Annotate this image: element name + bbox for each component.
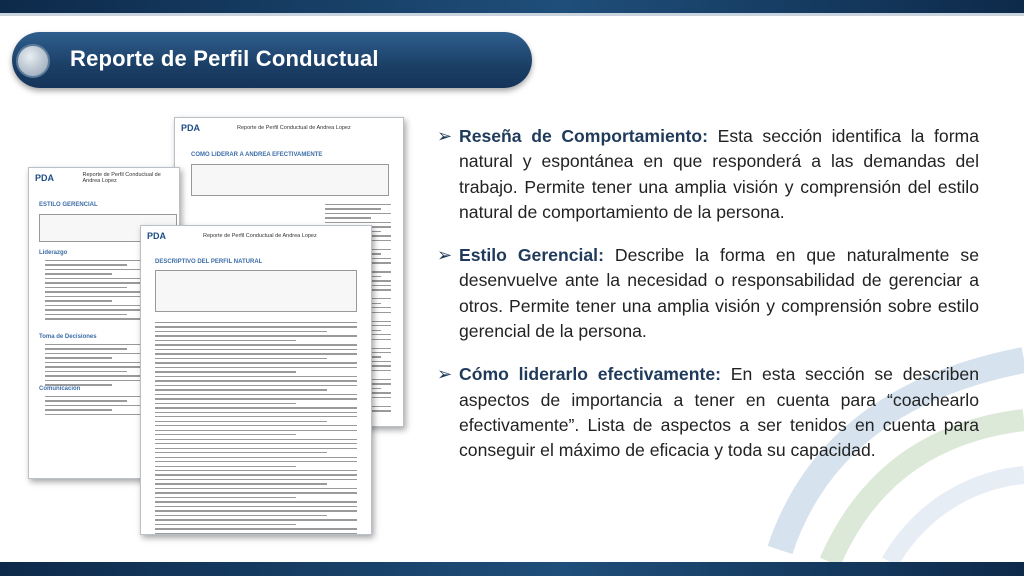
list-item-text [459, 243, 979, 344]
top-decorative-bar [0, 0, 1024, 16]
pda-logo: PDA [35, 173, 55, 183]
document-subsection-title: Comunicación [39, 386, 81, 392]
document-text-lines [45, 396, 141, 418]
pda-logo: PDA [147, 231, 167, 241]
document-section-title: COMO LIDERAR A ANDREA EFECTIVAMENTE [191, 152, 323, 158]
document-text-lines [45, 344, 141, 389]
list-item-description: Esta sección identifica la forma natural y espontánea en que responderá a las demandas del trabajo. Permite tener una amplia visión y comprensión del estilo natural de comportamiento de la persona. [459, 126, 979, 222]
document-header-title: Reporte de Perfil Conductual de Andrea Lopez [237, 125, 351, 131]
slide-title: Reporte de Perfil Conductual [70, 46, 379, 71]
list-item-text [459, 124, 979, 225]
document-callout-box [155, 270, 357, 312]
bottom-decorative-bar [0, 562, 1024, 576]
list-item-label: Reseña de Comportamiento: [459, 126, 708, 146]
list-item-label: Estilo Gerencial: [459, 245, 604, 266]
document-header-title: Reporte de Perfil Conductual de Andrea Lopez [203, 233, 317, 239]
document-section-title: ESTILO GERENCIAL [39, 202, 98, 208]
pda-logo: PDA [181, 123, 201, 133]
arrow-bullet-icon: ➢ [437, 245, 453, 266]
list-item-description: Describe la forma en que naturalmente se desenvuelve ante la necesidad o responsabilidad de gerenciar a otros. Permite tener una amplia visión y comprensión sobre estilo gerencial de la persona. [459, 245, 980, 342]
list-item [437, 362, 979, 463]
document-callout-box [191, 164, 389, 196]
document-subsection-title: Liderazgo [39, 250, 68, 256]
arrow-bullet-icon: ➢ [437, 126, 453, 146]
document-section-title: DESCRIPTIVO DEL PERFIL NATURAL [155, 259, 263, 265]
list-item-text [459, 362, 979, 463]
arrow-bullet-icon: ➢ [437, 364, 453, 385]
document-text-lines [45, 260, 141, 323]
title-bullet-circle [16, 44, 50, 78]
bullet-list [437, 124, 979, 482]
list-item [437, 124, 979, 225]
list-item-description: En esta sección se describen aspectos de importancia a tener en cuenta para “coachearlo efectivamente”. Lista de aspectos a ser tenidos en cuenta para conseguir el máximo de eficacia y toda su capacidad. [459, 364, 979, 461]
list-item [437, 243, 979, 344]
list-item-label: Cómo liderarlo efectivamente: [459, 364, 721, 385]
report-thumbnail-natural-profile [140, 225, 372, 535]
document-header-title: Reporte de Perfil Conductual de Andrea Lopez [82, 172, 161, 184]
document-subsection-title: Toma de Decisiones [39, 334, 97, 340]
document-text-lines [155, 322, 357, 535]
